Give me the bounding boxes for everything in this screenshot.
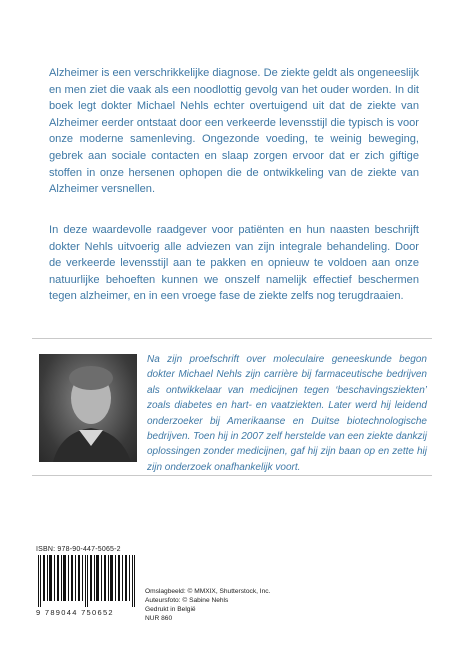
printed-in: Gedrukt in België xyxy=(145,606,196,613)
barcode-block xyxy=(36,546,140,617)
barcode-icon xyxy=(36,555,138,607)
divider-bottom xyxy=(32,475,432,476)
description-paragraph-1: Alzheimer is een verschrikkelijke diagnose. De ziekte geldt als ongeneeslijk en men ziet die vaak als een noodlottig gevolg van het ouder worden. In dit boek legt dokter Michael Nehls echter overtuigend uit dat de ziekte van Alzheimer eerder ontstaat door een verkeerde levensstijl die typisch is voor onze moderne samenleving. Ongezonde voeding, te weinig beweging, gebrek aan sociale contacten en slaap zorgen ervoor dat er zich giftige stoffen in onze hersenen ophopen die de ontwikkeling van de ziekte van Alzheimer versnellen. xyxy=(49,67,419,196)
barcode-number: 9 789044 750652 xyxy=(36,608,114,617)
author-photo-credit: Auteursfoto: © Sabine Nehls xyxy=(145,597,229,604)
nur-code: NUR 860 xyxy=(145,615,173,622)
colophon xyxy=(145,587,270,623)
divider-top xyxy=(32,338,432,339)
isbn-label: ISBN: 978-90-447-5065-2 xyxy=(36,546,121,553)
description-paragraph-2: In deze waardevolle raadgever voor patiënten en hun naasten beschrijft dokter Nehls uitvoerig alle adviezen van zijn integrale behandeling. Door de verkeerde levensstijl aan te pakken en opnieuw te voldoen aan onze natuurlijke behoeften kunnen we onszelf namelijk effectief beschermen tegen alzheimer, en in een vroege fase de ziekte zelfs nog terugdraaien. xyxy=(49,224,419,303)
author-photo xyxy=(39,354,137,462)
author-portrait-icon xyxy=(39,354,137,462)
author-bio: Na zijn proefschrift over moleculaire geneeskunde begon dokter Michael Nehls zijn carrière bij farmaceutische bedrijven als ontwikkelaar van medicijnen tegen ‘beschavingsziekten’ zoals diabetes en hart- en vaatziekten. Later werd hij leidend onderzoeker bij Amerikaanse en Duitse biotechnologische bedrijven. Toen hij in 2007 zelf herstelde van een ziekte dankzij oplossingen zonder medicijnen, gaf hij zijn baan op en zette hij zijn onderzoek onafhankelijk voort. xyxy=(147,354,427,473)
cover-credit: Omslagbeeld: © MMXIX, Shutterstock, Inc. xyxy=(145,588,271,595)
